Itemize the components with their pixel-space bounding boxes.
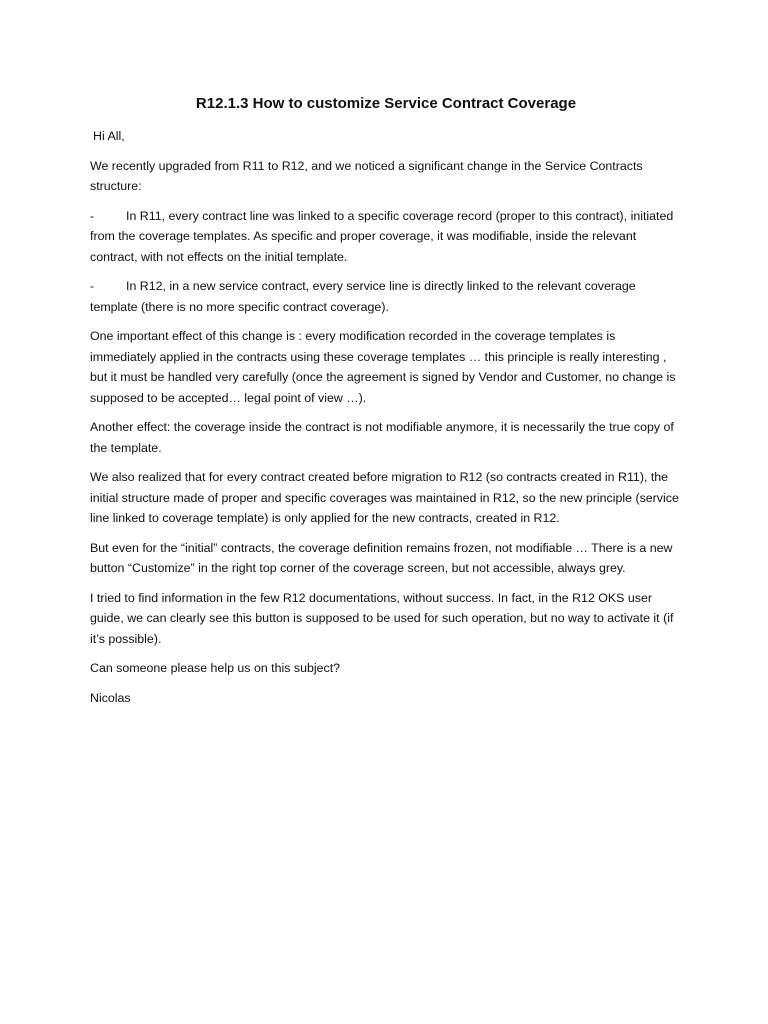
- document-title: R12.1.3 How to customize Service Contract Coverage: [195, 95, 577, 112]
- bullet-marker: -: [90, 279, 95, 293]
- bullet-marker: -: [90, 208, 95, 223]
- body-paragraph: We also realized that for every contract created before migration to R12 (so contracts created in R11), the initial structure made of proper and specific coverages was maintained in R12, so the new principle (service line linked to coverage template) is only applied for the new contracts, created in R12.: [90, 470, 679, 525]
- intro-paragraph: We recently upgraded from R11 to R12, and we noticed a significant change in the Service Contracts structure:: [90, 158, 643, 193]
- bullet-item: [90, 276, 682, 317]
- body-paragraph: Another effect: the coverage inside the contract is not modifiable anymore, it is necessarily the true copy of the template.: [90, 420, 674, 455]
- bullet-text: In R12, in a new service contract, every service line is directly linked to the relevant coverage template (there is no more specific contract coverage).: [90, 279, 636, 314]
- question-paragraph: Can someone please help us on this subject?: [90, 661, 341, 675]
- signature: Nicolas: [90, 690, 131, 705]
- body-paragraph: But even for the “initial” contracts, the coverage definition remains frozen, not modifiable … There is a new button “Customize” in the right top corner of the coverage screen, but not accessible, always grey.: [90, 540, 673, 575]
- greeting: Hi All,: [93, 129, 125, 143]
- bullet-item: [90, 206, 682, 268]
- bullet-text: In R11, every contract line was linked to a specific coverage record (proper to this contract), initiated from the coverage templates. As specific and proper coverage, it was modifiable, inside the relevant contract, with not effects on the initial template.: [90, 208, 674, 264]
- body-paragraph: I tried to find information in the few R12 documentations, without success. In fact, in the R12 OKS user guide, we can clearly see this button is supposed to be used for such operation, but no way to activate it (if it’s possible).: [90, 590, 674, 646]
- body-paragraph: One important effect of this change is : every modification recorded in the coverage templates is immediately applied in the contracts using these coverage templates … this principle is really interesting , but it must be handled very carefully (once the agreement is signed by Vendor and Customer, no change is supposed to be accepted… legal point of view …).: [90, 329, 676, 405]
